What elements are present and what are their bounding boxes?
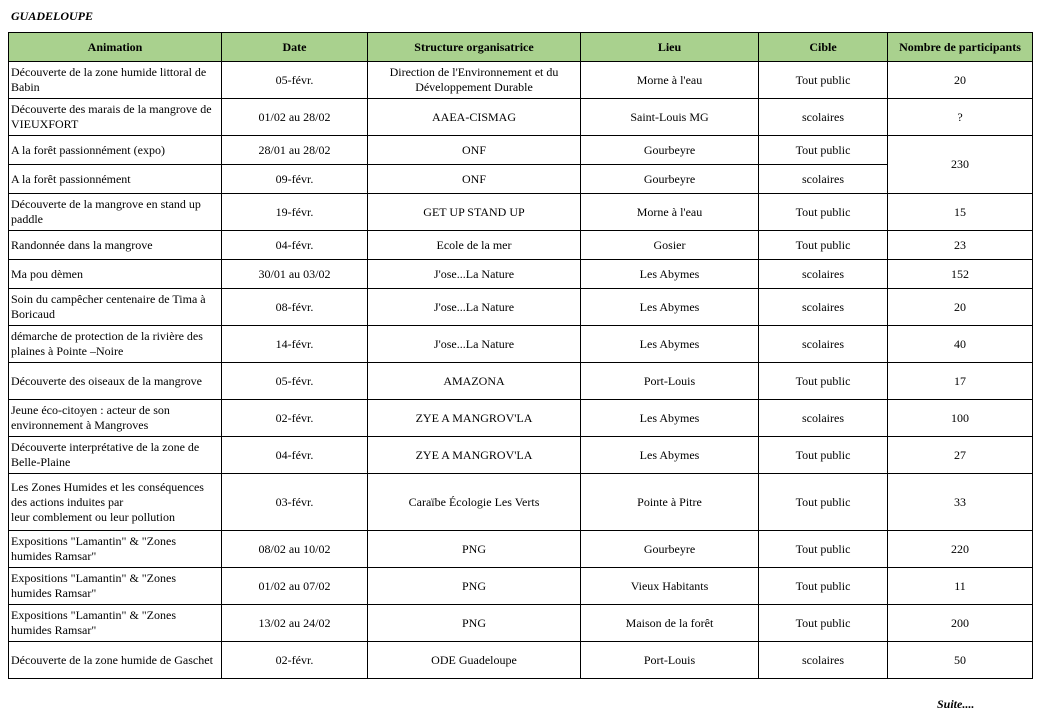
cell-structure: J'ose...La Nature — [368, 326, 581, 363]
events-table — [8, 32, 1033, 679]
cell-participants: 33 — [888, 474, 1033, 531]
cell-structure: ODE Guadeloupe — [368, 642, 581, 679]
cell-date: 01/02 au 07/02 — [222, 568, 368, 605]
cell-lieu: Vieux Habitants — [581, 568, 759, 605]
continuation-note: Suite.... — [937, 697, 975, 711]
cell-lieu: Morne à l'eau — [581, 194, 759, 231]
cell-date: 01/02 au 28/02 — [222, 99, 368, 136]
cell-structure: ZYE A MANGROV'LA — [368, 437, 581, 474]
cell-animation: Découverte de la zone humide de Gaschet — [9, 642, 222, 679]
cell-date: 02-févr. — [222, 400, 368, 437]
cell-date: 09-févr. — [222, 165, 368, 194]
cell-participants: 20 — [888, 62, 1033, 99]
table-row — [9, 437, 1033, 474]
cell-structure: AAEA-CISMAG — [368, 99, 581, 136]
cell-animation: Jeune éco-citoyen : acteur de son environnement à Mangroves — [9, 400, 222, 437]
cell-animation: A la forêt passionnément — [9, 165, 222, 194]
table-row — [9, 231, 1033, 260]
cell-participants: 27 — [888, 437, 1033, 474]
cell-participants: 40 — [888, 326, 1033, 363]
cell-date: 05-févr. — [222, 363, 368, 400]
cell-structure: Caraïbe Écologie Les Verts — [368, 474, 581, 531]
cell-lieu: Maison de la forêt — [581, 605, 759, 642]
table-row — [9, 99, 1033, 136]
cell-cible: Tout public — [759, 363, 888, 400]
cell-cible: Tout public — [759, 62, 888, 99]
cell-date: 02-févr. — [222, 642, 368, 679]
table-row — [9, 474, 1033, 531]
cell-animation: Découverte de la mangrove en stand up paddle — [9, 194, 222, 231]
cell-animation: Découverte des oiseaux de la mangrove — [9, 363, 222, 400]
cell-participants: ? — [888, 99, 1033, 136]
cell-structure: ONF — [368, 165, 581, 194]
cell-lieu: Pointe à Pitre — [581, 474, 759, 531]
cell-participants: 17 — [888, 363, 1033, 400]
cell-date: 14-févr. — [222, 326, 368, 363]
cell-lieu: Gourbeyre — [581, 165, 759, 194]
cell-cible: Tout public — [759, 568, 888, 605]
cell-structure: ZYE A MANGROV'LA — [368, 400, 581, 437]
cell-participants: 152 — [888, 260, 1033, 289]
cell-structure: AMAZONA — [368, 363, 581, 400]
cell-cible: Tout public — [759, 474, 888, 531]
cell-structure: ONF — [368, 136, 581, 165]
table-row — [9, 642, 1033, 679]
cell-animation: Soin du campêcher centenaire de Tima à Boricaud — [9, 289, 222, 326]
cell-cible: Tout public — [759, 531, 888, 568]
cell-cible: scolaires — [759, 400, 888, 437]
cell-animation: Découverte interprétative de la zone de Belle-Plaine — [9, 437, 222, 474]
table-row — [9, 568, 1033, 605]
column-header-participants: Nombre de participants — [888, 33, 1033, 62]
cell-lieu: Les Abymes — [581, 260, 759, 289]
cell-structure: GET UP STAND UP — [368, 194, 581, 231]
cell-participants: 200 — [888, 605, 1033, 642]
cell-participants: 50 — [888, 642, 1033, 679]
cell-animation: A la forêt passionnément (expo) — [9, 136, 222, 165]
column-header-lieu: Lieu — [581, 33, 759, 62]
table-row — [9, 165, 1033, 194]
cell-cible: Tout public — [759, 194, 888, 231]
cell-lieu: Port-Louis — [581, 363, 759, 400]
cell-participants: 100 — [888, 400, 1033, 437]
cell-structure: PNG — [368, 568, 581, 605]
cell-cible: scolaires — [759, 99, 888, 136]
column-header-cible: Cible — [759, 33, 888, 62]
cell-animation: Ma pou dèmen — [9, 260, 222, 289]
cell-participants: 15 — [888, 194, 1033, 231]
cell-lieu: Les Abymes — [581, 400, 759, 437]
table-row — [9, 194, 1033, 231]
table-body — [9, 62, 1033, 679]
table-row — [9, 62, 1033, 99]
cell-lieu: Les Abymes — [581, 289, 759, 326]
cell-structure: Ecole de la mer — [368, 231, 581, 260]
cell-animation: Les Zones Humides et les conséquences des actions induites par leur comblement ou leur pollution — [9, 474, 222, 531]
cell-cible: scolaires — [759, 260, 888, 289]
cell-cible: Tout public — [759, 605, 888, 642]
cell-date: 08-févr. — [222, 289, 368, 326]
cell-lieu: Morne à l'eau — [581, 62, 759, 99]
cell-date: 05-févr. — [222, 62, 368, 99]
cell-lieu: Les Abymes — [581, 326, 759, 363]
cell-date: 04-févr. — [222, 231, 368, 260]
cell-cible: scolaires — [759, 289, 888, 326]
cell-participants: 230 — [888, 136, 1033, 194]
cell-date: 30/01 au 03/02 — [222, 260, 368, 289]
table-row — [9, 531, 1033, 568]
cell-date: 19-févr. — [222, 194, 368, 231]
cell-lieu: Port-Louis — [581, 642, 759, 679]
cell-cible: scolaires — [759, 326, 888, 363]
cell-participants: 20 — [888, 289, 1033, 326]
cell-lieu: Gosier — [581, 231, 759, 260]
cell-date: 28/01 au 28/02 — [222, 136, 368, 165]
cell-cible: Tout public — [759, 437, 888, 474]
cell-structure: PNG — [368, 605, 581, 642]
table-row — [9, 260, 1033, 289]
page-title: GUADELOUPE — [11, 9, 94, 23]
cell-animation: Découverte des marais de la mangrove de VIEUXFORT — [9, 99, 222, 136]
cell-participants: 220 — [888, 531, 1033, 568]
cell-cible: Tout public — [759, 231, 888, 260]
cell-structure: Direction de l'Environnement et du Développement Durable — [368, 62, 581, 99]
cell-cible: Tout public — [759, 136, 888, 165]
cell-animation: Randonnée dans la mangrove — [9, 231, 222, 260]
cell-lieu: Gourbeyre — [581, 136, 759, 165]
cell-date: 08/02 au 10/02 — [222, 531, 368, 568]
column-header-structure: Structure organisatrice — [368, 33, 581, 62]
column-header-date: Date — [222, 33, 368, 62]
table-row — [9, 363, 1033, 400]
cell-animation: Découverte de la zone humide littoral de Babin — [9, 62, 222, 99]
table-row — [9, 136, 1033, 165]
cell-date: 04-févr. — [222, 437, 368, 474]
cell-structure: J'ose...La Nature — [368, 289, 581, 326]
cell-structure: J'ose...La Nature — [368, 260, 581, 289]
cell-structure: PNG — [368, 531, 581, 568]
cell-cible: scolaires — [759, 642, 888, 679]
table-row — [9, 400, 1033, 437]
cell-date: 13/02 au 24/02 — [222, 605, 368, 642]
cell-participants: 23 — [888, 231, 1033, 260]
table-row — [9, 289, 1033, 326]
cell-cible: scolaires — [759, 165, 888, 194]
table-row — [9, 326, 1033, 363]
table-row — [9, 605, 1033, 642]
cell-animation: démarche de protection de la rivière des plaines à Pointe –Noire — [9, 326, 222, 363]
cell-animation: Expositions "Lamantin" & "Zones humides Ramsar" — [9, 568, 222, 605]
cell-lieu: Gourbeyre — [581, 531, 759, 568]
cell-lieu: Saint-Louis MG — [581, 99, 759, 136]
cell-animation: Expositions "Lamantin" & "Zones humides Ramsar" — [9, 531, 222, 568]
table-header-row — [9, 33, 1033, 62]
cell-animation: Expositions "Lamantin" & "Zones humides Ramsar" — [9, 605, 222, 642]
column-header-animation: Animation — [9, 33, 222, 62]
cell-date: 03-févr. — [222, 474, 368, 531]
cell-lieu: Les Abymes — [581, 437, 759, 474]
cell-participants: 11 — [888, 568, 1033, 605]
